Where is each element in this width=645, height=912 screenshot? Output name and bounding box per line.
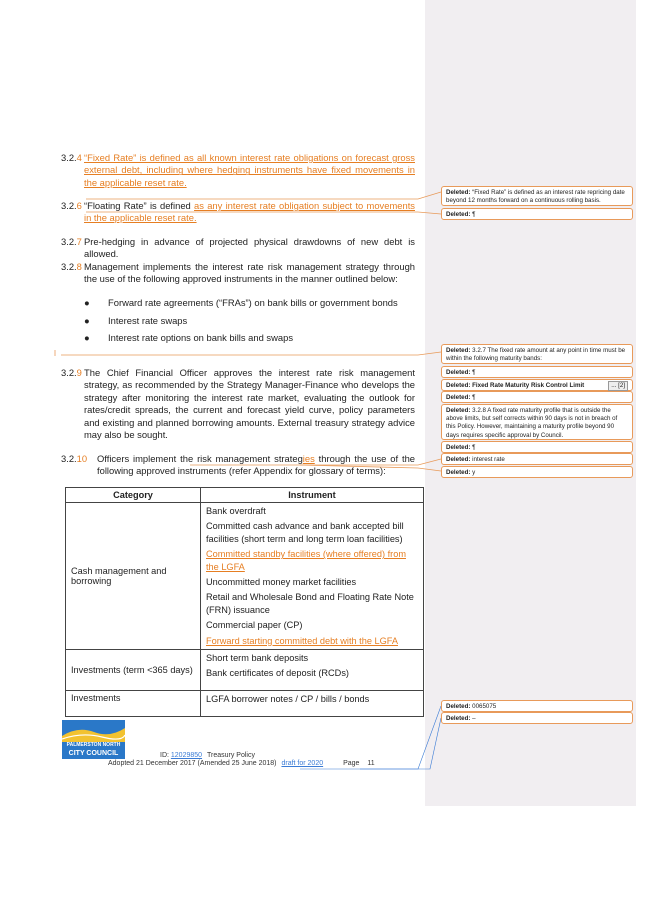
deleted-balloon[interactable]: Deleted: 0065075 <box>441 700 633 712</box>
instrument-item: Committed cash advance and bank accepted bill facilities (short term and long term loan facilities) <box>206 521 404 544</box>
instrument-item: Uncommitted money market facilities <box>206 577 357 588</box>
council-logo <box>62 720 125 760</box>
paragraph-3-2-8 <box>0 261 430 289</box>
deleted-balloon[interactable]: Deleted: – <box>441 712 633 724</box>
instrument-item-inserted: Forward starting committed debt with the LGFA <box>206 635 398 646</box>
paragraph-number: 3.2.7 <box>61 236 82 247</box>
bullet-marker: ● <box>84 297 90 308</box>
table-header-row <box>66 488 424 503</box>
paragraph-text: Management implements the interest rate risk management strategy through the use of the following approved instruments in the manner outlined below: <box>84 261 415 285</box>
paragraph-3-2-6 <box>0 200 430 228</box>
instrument-cell <box>201 503 424 650</box>
paragraph-3-2-9 <box>0 367 430 447</box>
paragraph-text: “Fixed Rate” is defined as all known interest rate obligations on forecast gross external debt, including where hedging instruments have fixed movements in the applicable reset rate. <box>84 152 415 188</box>
paragraph-number: 3.2.6 <box>61 200 82 211</box>
footer-id-line: ID: 12029850 Treasury Policy <box>160 752 255 759</box>
deleted-balloon[interactable]: Deleted: 3.2.7 The fixed rate amount at any point in time must be within the following maturity bands: <box>441 344 633 364</box>
instrument-cell <box>201 690 424 716</box>
paragraph-number: 3.2.4 <box>61 152 82 163</box>
logo-text-line2: CITY COUNCIL <box>62 749 125 759</box>
instrument-cell <box>201 650 424 691</box>
instrument-item: Bank overdraft <box>206 506 266 516</box>
paragraph-3-2-4 <box>0 152 430 192</box>
paragraph-number: 3.2.8 <box>61 261 82 272</box>
instrument-item: Commercial paper (CP) <box>206 620 303 631</box>
paragraph-3-2-7 <box>0 236 430 260</box>
category-cell: Investments (term <365 days) <box>66 650 201 691</box>
draft-link[interactable]: draft for 2020 <box>281 760 324 767</box>
deleted-balloon[interactable]: Deleted: ¶ <box>441 441 633 453</box>
instrument-item: Retail and Wholesale Bond and Floating Rate Note (FRN) issuance <box>206 592 414 615</box>
bullet-item: Interest rate options on bank bills and swaps <box>108 332 294 343</box>
instruments-table <box>65 487 424 717</box>
deleted-balloon[interactable]: Deleted: “Fixed Rate” is defined as an interest rate repricing date beyond 12 months forward on a continuous rolling basis. <box>441 186 633 206</box>
table-row <box>66 690 424 716</box>
header-instrument: Instrument <box>201 488 424 503</box>
deleted-balloon[interactable]: Deleted: 3.2.8 A fixed rate maturity profile that is outside the above limits, but self corrects within 90 days is not in breach of this Policy. However, maintaining a maturity profile beyond 90 days requires specific approval by Council. <box>441 404 633 440</box>
bullet-item: Interest rate swaps <box>108 315 188 326</box>
header-category: Category <box>66 488 201 503</box>
deleted-balloon[interactable]: Deleted: Fixed Rate Maturity Risk Control Limit ... [2] <box>441 379 633 391</box>
bullet-marker: ● <box>84 315 90 326</box>
instrument-item: Short term bank deposits <box>206 653 309 664</box>
id-link[interactable]: 12029850 <box>170 752 203 759</box>
paragraph-text: “Floating Rate” is defined as any interest rate obligation subject to movements in the applicable reset rate. <box>84 200 415 224</box>
deleted-balloon[interactable]: Deleted: interest rate <box>441 453 633 465</box>
paragraph-text: Pre-hedging in advance of projected physical drawdowns of new debt is allowed. <box>84 236 415 260</box>
category-cell: Investments <box>66 690 201 716</box>
category-cell: Cash management and borrowing <box>66 503 201 650</box>
logo-text-line1: PALMERSTON NORTH <box>62 742 125 749</box>
instrument-item-inserted: Committed standby facilities (where offered) from the LGFA <box>206 549 406 572</box>
instrument-item: LGFA borrower notes / CP / bills / bonds <box>206 693 370 704</box>
deleted-balloon[interactable]: Deleted: ¶ <box>441 391 633 403</box>
instrument-item: Bank certificates of deposit (RCDs) <box>206 668 349 679</box>
paragraph-text: The Chief Financial Officer approves the interest rate risk management strategy, as recommended by the Strategy Manager-Finance who develops the strategy after monitoring the interest rate market, evaluating the outlook for rates/credit spreads, the current and forecast yield curve, policy parameters and existing and planned borrowing amounts. External treasury strategy advice may also be sought. <box>84 367 415 441</box>
connector-1 <box>86 192 441 199</box>
table-row <box>66 650 424 691</box>
deleted-balloon[interactable]: Deleted: ¶ <box>441 366 633 378</box>
paragraph-number: 3.2.9 <box>61 367 82 378</box>
logo-graphic <box>62 720 125 742</box>
table-row <box>66 503 424 650</box>
bullet-item: Forward rate agreements (“FRAs”) on bank bills or government bonds <box>108 297 398 308</box>
footer-adopted-line: Adopted 21 December 2017 (Amended 25 June 2018) draft for 2020 Page 11 <box>108 760 375 767</box>
bullet-marker: ● <box>84 332 90 343</box>
connector-3 <box>61 352 441 355</box>
deleted-balloon[interactable]: Deleted: ¶ <box>441 208 633 220</box>
paragraph-number: 3.2.10 <box>61 453 88 464</box>
paragraph-3-2-10 <box>0 453 430 481</box>
paragraph-text: Officers implement the risk management strategies through the use of the following approved instruments (refer Appendix for glossary of terms): <box>97 453 415 477</box>
deleted-balloon[interactable]: Deleted: y <box>441 466 633 478</box>
more-button[interactable]: ... [2] <box>608 381 628 391</box>
